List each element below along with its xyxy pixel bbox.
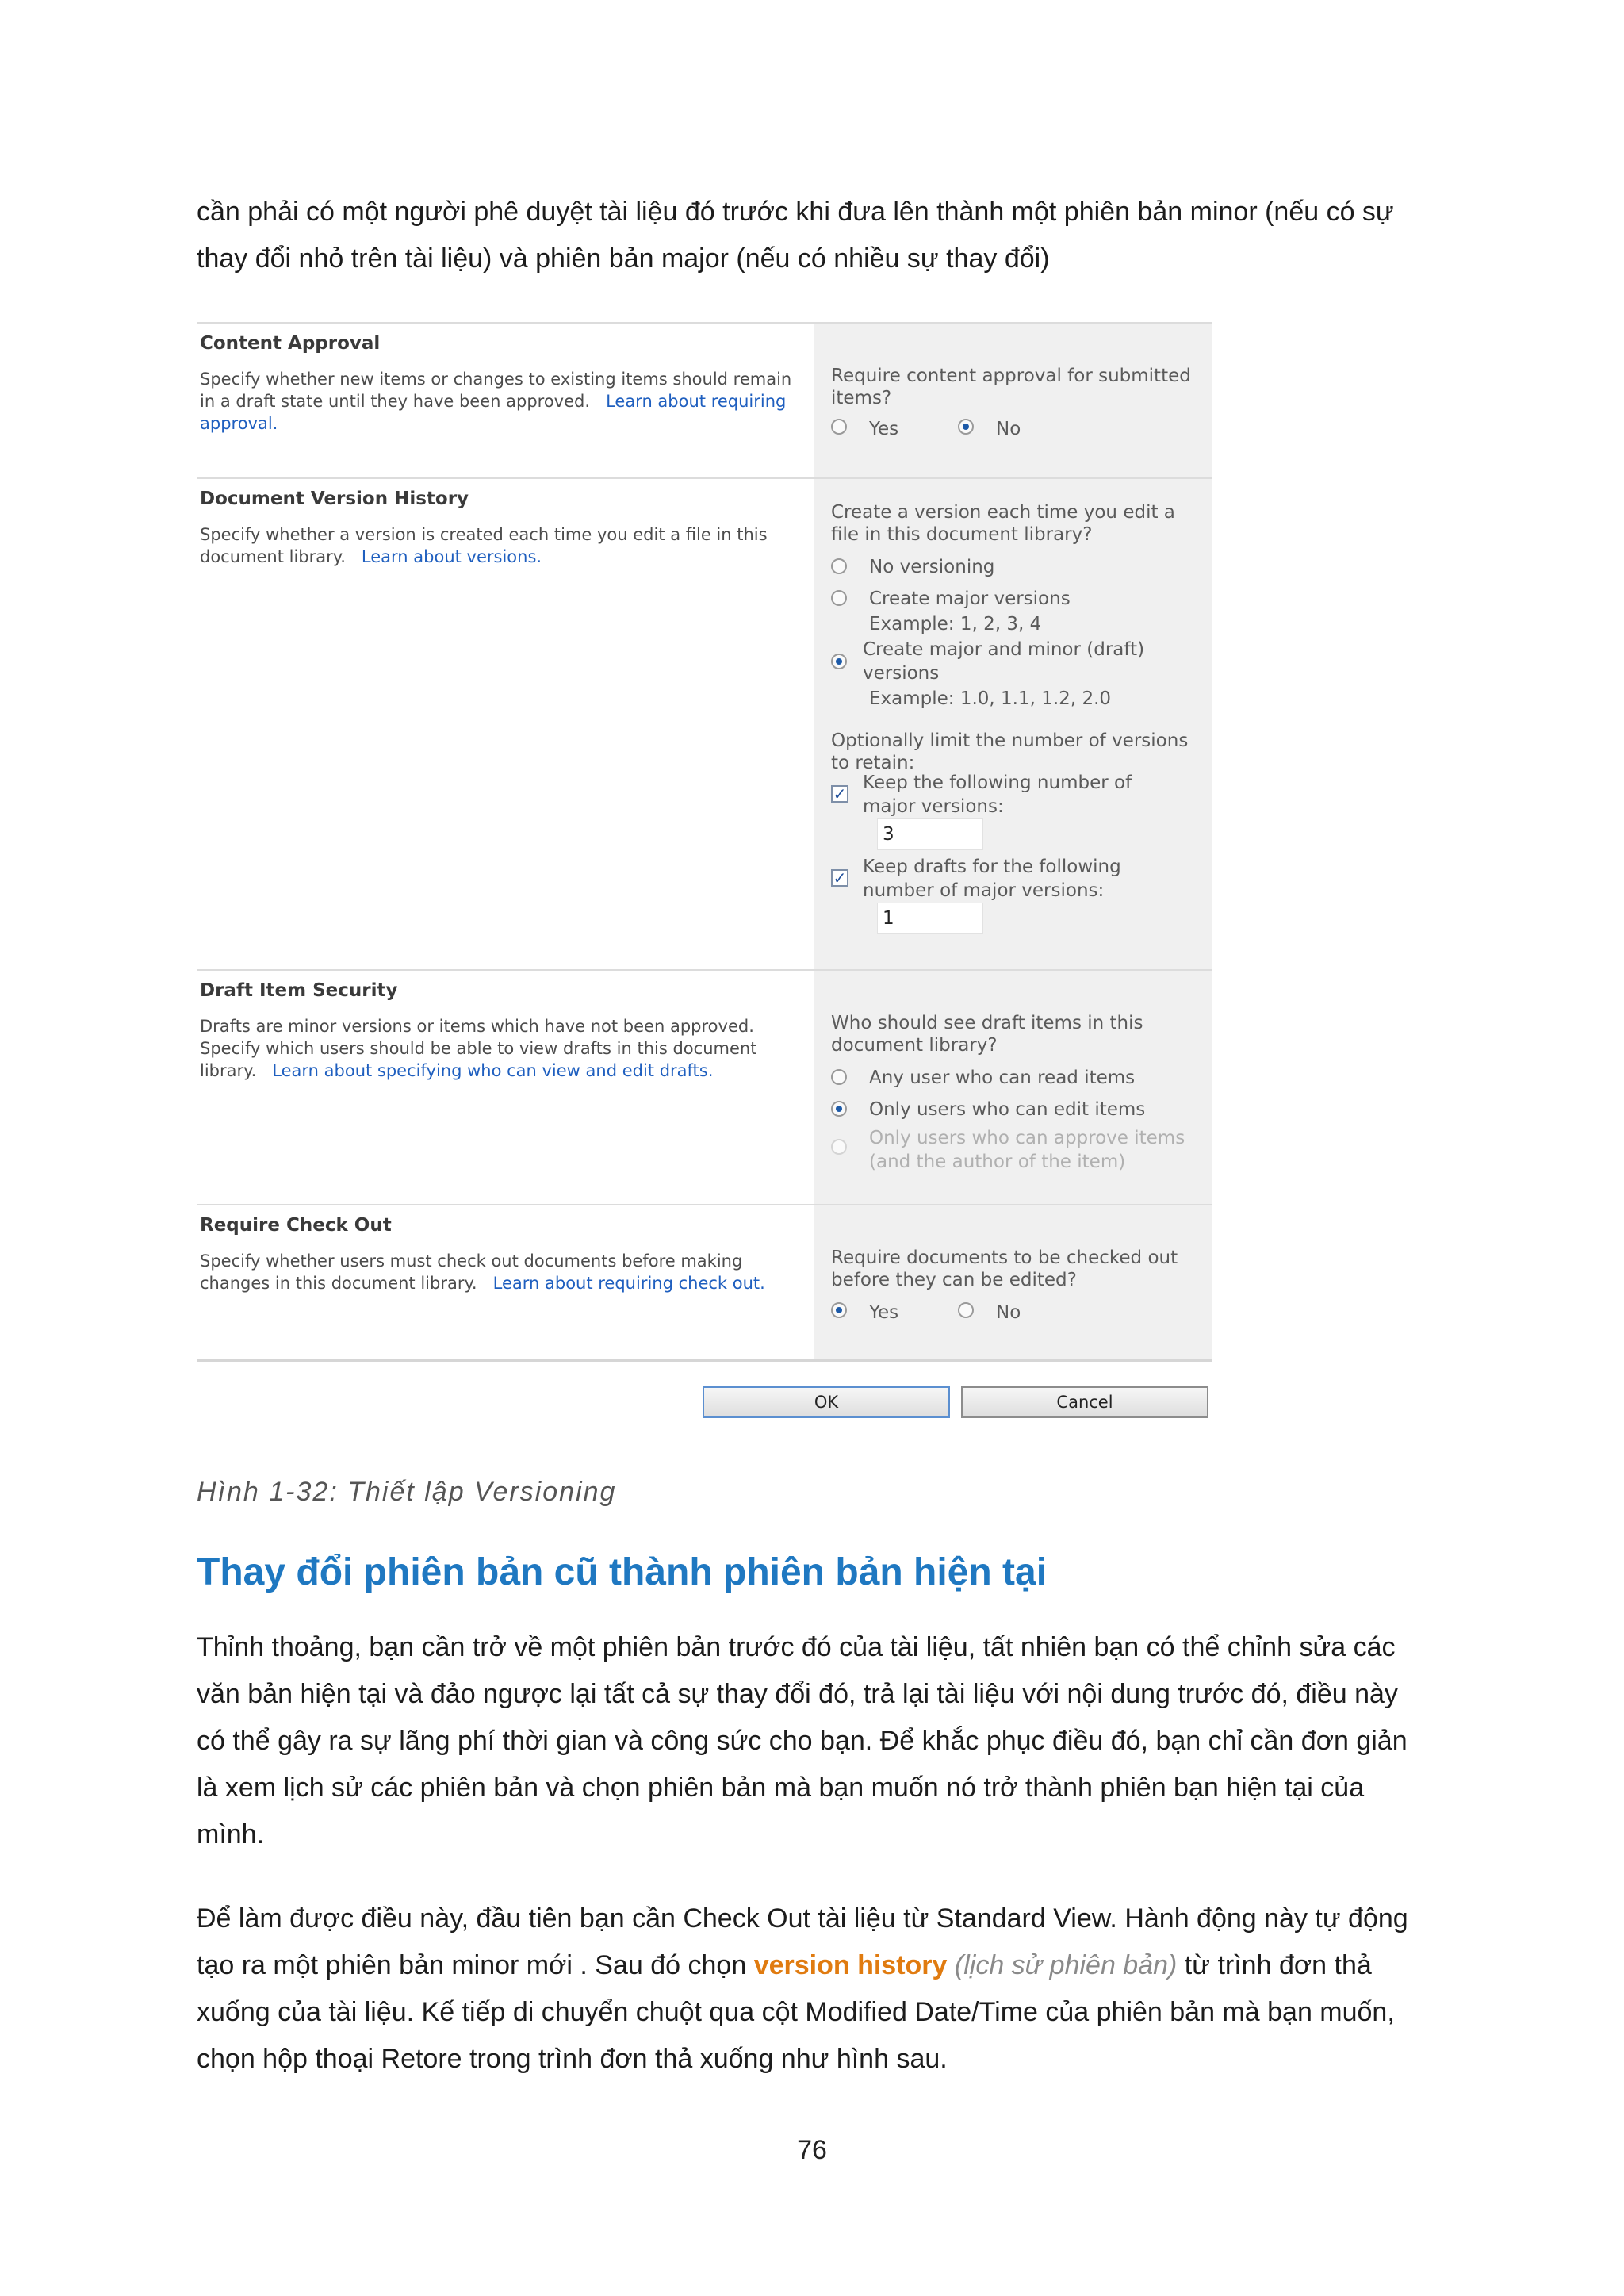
approvers-only-label: Only users who can approve items (and the author of the item)	[869, 1128, 1185, 1172]
checkout-desc: Specify whether users must check out documents before making changes in this document library. Learn about requiring check out.	[200, 1251, 765, 1293]
paragraph-2: Để làm được điều này, đầu tiên bạn cần Check Out tài liệu từ Standard View. Hành động này tự động tạo ra một phiên bản minor mới . Sau đó chọn version history (lịch sử phiên bản) từ trình đơn thả xuống của tài liệu. Kế tiếp di chuyển chuột qua cột Modified Date/Time của phiên bản mà bạn muốn, chọn hộp thoại Retore trong trình đơn thả xuống như hình sau.	[197, 1903, 1408, 2074]
version-history-controls	[814, 479, 1212, 971]
editors-only-label: Only users who can edit items	[869, 1099, 1146, 1120]
section-draft-security	[197, 969, 1212, 1205]
approval-no-radio[interactable]	[958, 419, 974, 435]
section-content-approval	[197, 322, 1212, 479]
checkout-info	[197, 1205, 814, 1361]
content-approval-desc: Specify whether new items or changes to existing items should remain in a draft state until they have been approved. Learn about requiring approval.	[200, 370, 792, 433]
content-approval-controls	[814, 324, 1212, 479]
no-versioning-label: No versioning	[869, 557, 995, 577]
draft-security-question: Who should see draft items in this document library?	[831, 1013, 1143, 1056]
draft-security-controls	[814, 971, 1212, 1205]
learn-checkout-link[interactable]: Learn about requiring check out.	[492, 1274, 765, 1293]
checkout-title: Require Check Out	[200, 1215, 392, 1236]
approval-no-label: No	[996, 419, 1021, 439]
content-approval-info	[197, 324, 814, 479]
editors-only-radio[interactable]	[831, 1101, 847, 1117]
checkout-controls	[814, 1205, 1212, 1361]
cancel-button[interactable]: Cancel	[961, 1386, 1208, 1418]
draft-versions-count-input[interactable]: 1	[877, 903, 983, 934]
approvers-only-radio[interactable]	[831, 1139, 847, 1155]
version-history-translation: (lịch sử phiên bản)	[954, 1950, 1178, 1980]
content-approval-question: Require content approval for submitted items?	[831, 366, 1191, 408]
major-versions-radio[interactable]	[831, 590, 847, 606]
figure-caption: Hình 1-32: Thiết lập Versioning	[197, 1477, 617, 1507]
intro-paragraph	[197, 189, 1442, 282]
major-versions-count-input[interactable]: 3	[877, 818, 983, 850]
intro-line-2: thay đổi nhỏ trên tài liệu) và phiên bản major (nếu có nhiều sự thay đổi)	[197, 243, 1050, 274]
draft-security-desc: Drafts are minor versions or items which have not been approved. Specify which users should be able to view drafts in this document library. Learn about specifying who can view and edit drafts.	[200, 1017, 757, 1080]
major-minor-versions-label: Create major and minor (draft) versions	[863, 639, 1145, 684]
page-number: 76	[797, 2135, 827, 2165]
learn-approval-link[interactable]: Learn about requiring approval.	[200, 392, 787, 433]
major-minor-versions-radio[interactable]	[831, 654, 847, 669]
learn-drafts-link[interactable]: Learn about specifying who can view and edit drafts.	[272, 1061, 714, 1080]
section-require-checkout	[197, 1204, 1212, 1361]
checkout-question: Require documents to be checked out before they can be edited?	[831, 1248, 1178, 1290]
keep-drafts-label: Keep drafts for the following number of major versions:	[863, 857, 1121, 901]
checkout-yes-label: Yes	[869, 1302, 899, 1323]
approval-yes-radio[interactable]	[831, 419, 847, 435]
draft-security-title: Draft Item Security	[200, 980, 398, 1001]
any-reader-label: Any user who can read items	[869, 1068, 1136, 1088]
version-question: Create a version each time you edit a file in this document library?	[831, 502, 1175, 545]
footer-divider	[197, 1359, 1212, 1362]
ok-button[interactable]: OK	[703, 1386, 950, 1418]
version-history-term: version history	[753, 1950, 948, 1980]
approval-yes-label: Yes	[869, 419, 899, 439]
version-history-title: Document Version History	[200, 489, 469, 509]
keep-major-label: Keep the following number of major versions:	[863, 772, 1132, 817]
limit-versions-label: Optionally limit the number of versions to retain:	[831, 730, 1189, 773]
intro-line-1: cần phải có một người phê duyệt tài liệu đó trước khi đưa lên thành một phiên bản minor (nếu có sự	[197, 197, 1394, 227]
paragraph-1: Thỉnh thoảng, bạn cần trở về một phiên bản trước đó của tài liệu, tất nhiên bạn có thể chỉnh sửa các văn bản hiện tại và đảo ngược lại tất cả sự thay đổi đó, trả lại tài liệu với nội dung trước đó, điều này có thể gây ra sự lãng phí thời gian và công sức cho bạn. Để khắc phục điều đó, bạn chỉ cần đơn giản là xem lịch sử các phiên bản và chọn phiên bản mà bạn muốn nó trở thành phiên bạn hiện tại của mình.	[197, 1632, 1408, 1849]
content-approval-title: Content Approval	[200, 333, 381, 354]
checkout-no-radio[interactable]	[958, 1302, 974, 1318]
versioning-settings-screenshot	[197, 322, 1212, 1424]
checkout-yes-radio[interactable]	[831, 1302, 847, 1318]
any-reader-radio[interactable]	[831, 1069, 847, 1085]
no-versioning-radio[interactable]	[831, 558, 847, 574]
major-versions-label: Create major versions	[869, 588, 1071, 609]
keep-drafts-checkbox[interactable]: ✓	[831, 869, 848, 887]
version-history-info	[197, 479, 814, 971]
section-heading: Thay đổi phiên bản cũ thành phiên bản hiện tại	[197, 1551, 1048, 1593]
checkout-no-label: No	[996, 1302, 1021, 1323]
major-minor-versions-example: Example: 1.0, 1.1, 1.2, 2.0	[869, 688, 1112, 709]
draft-security-info	[197, 971, 814, 1205]
major-versions-example: Example: 1, 2, 3, 4	[869, 614, 1042, 634]
keep-major-checkbox[interactable]: ✓	[831, 785, 848, 803]
learn-versions-link[interactable]: Learn about versions.	[361, 547, 542, 566]
version-history-desc: Specify whether a version is created each time you edit a file in this document library. Learn about versions.	[200, 525, 768, 566]
section-version-history	[197, 477, 1212, 971]
